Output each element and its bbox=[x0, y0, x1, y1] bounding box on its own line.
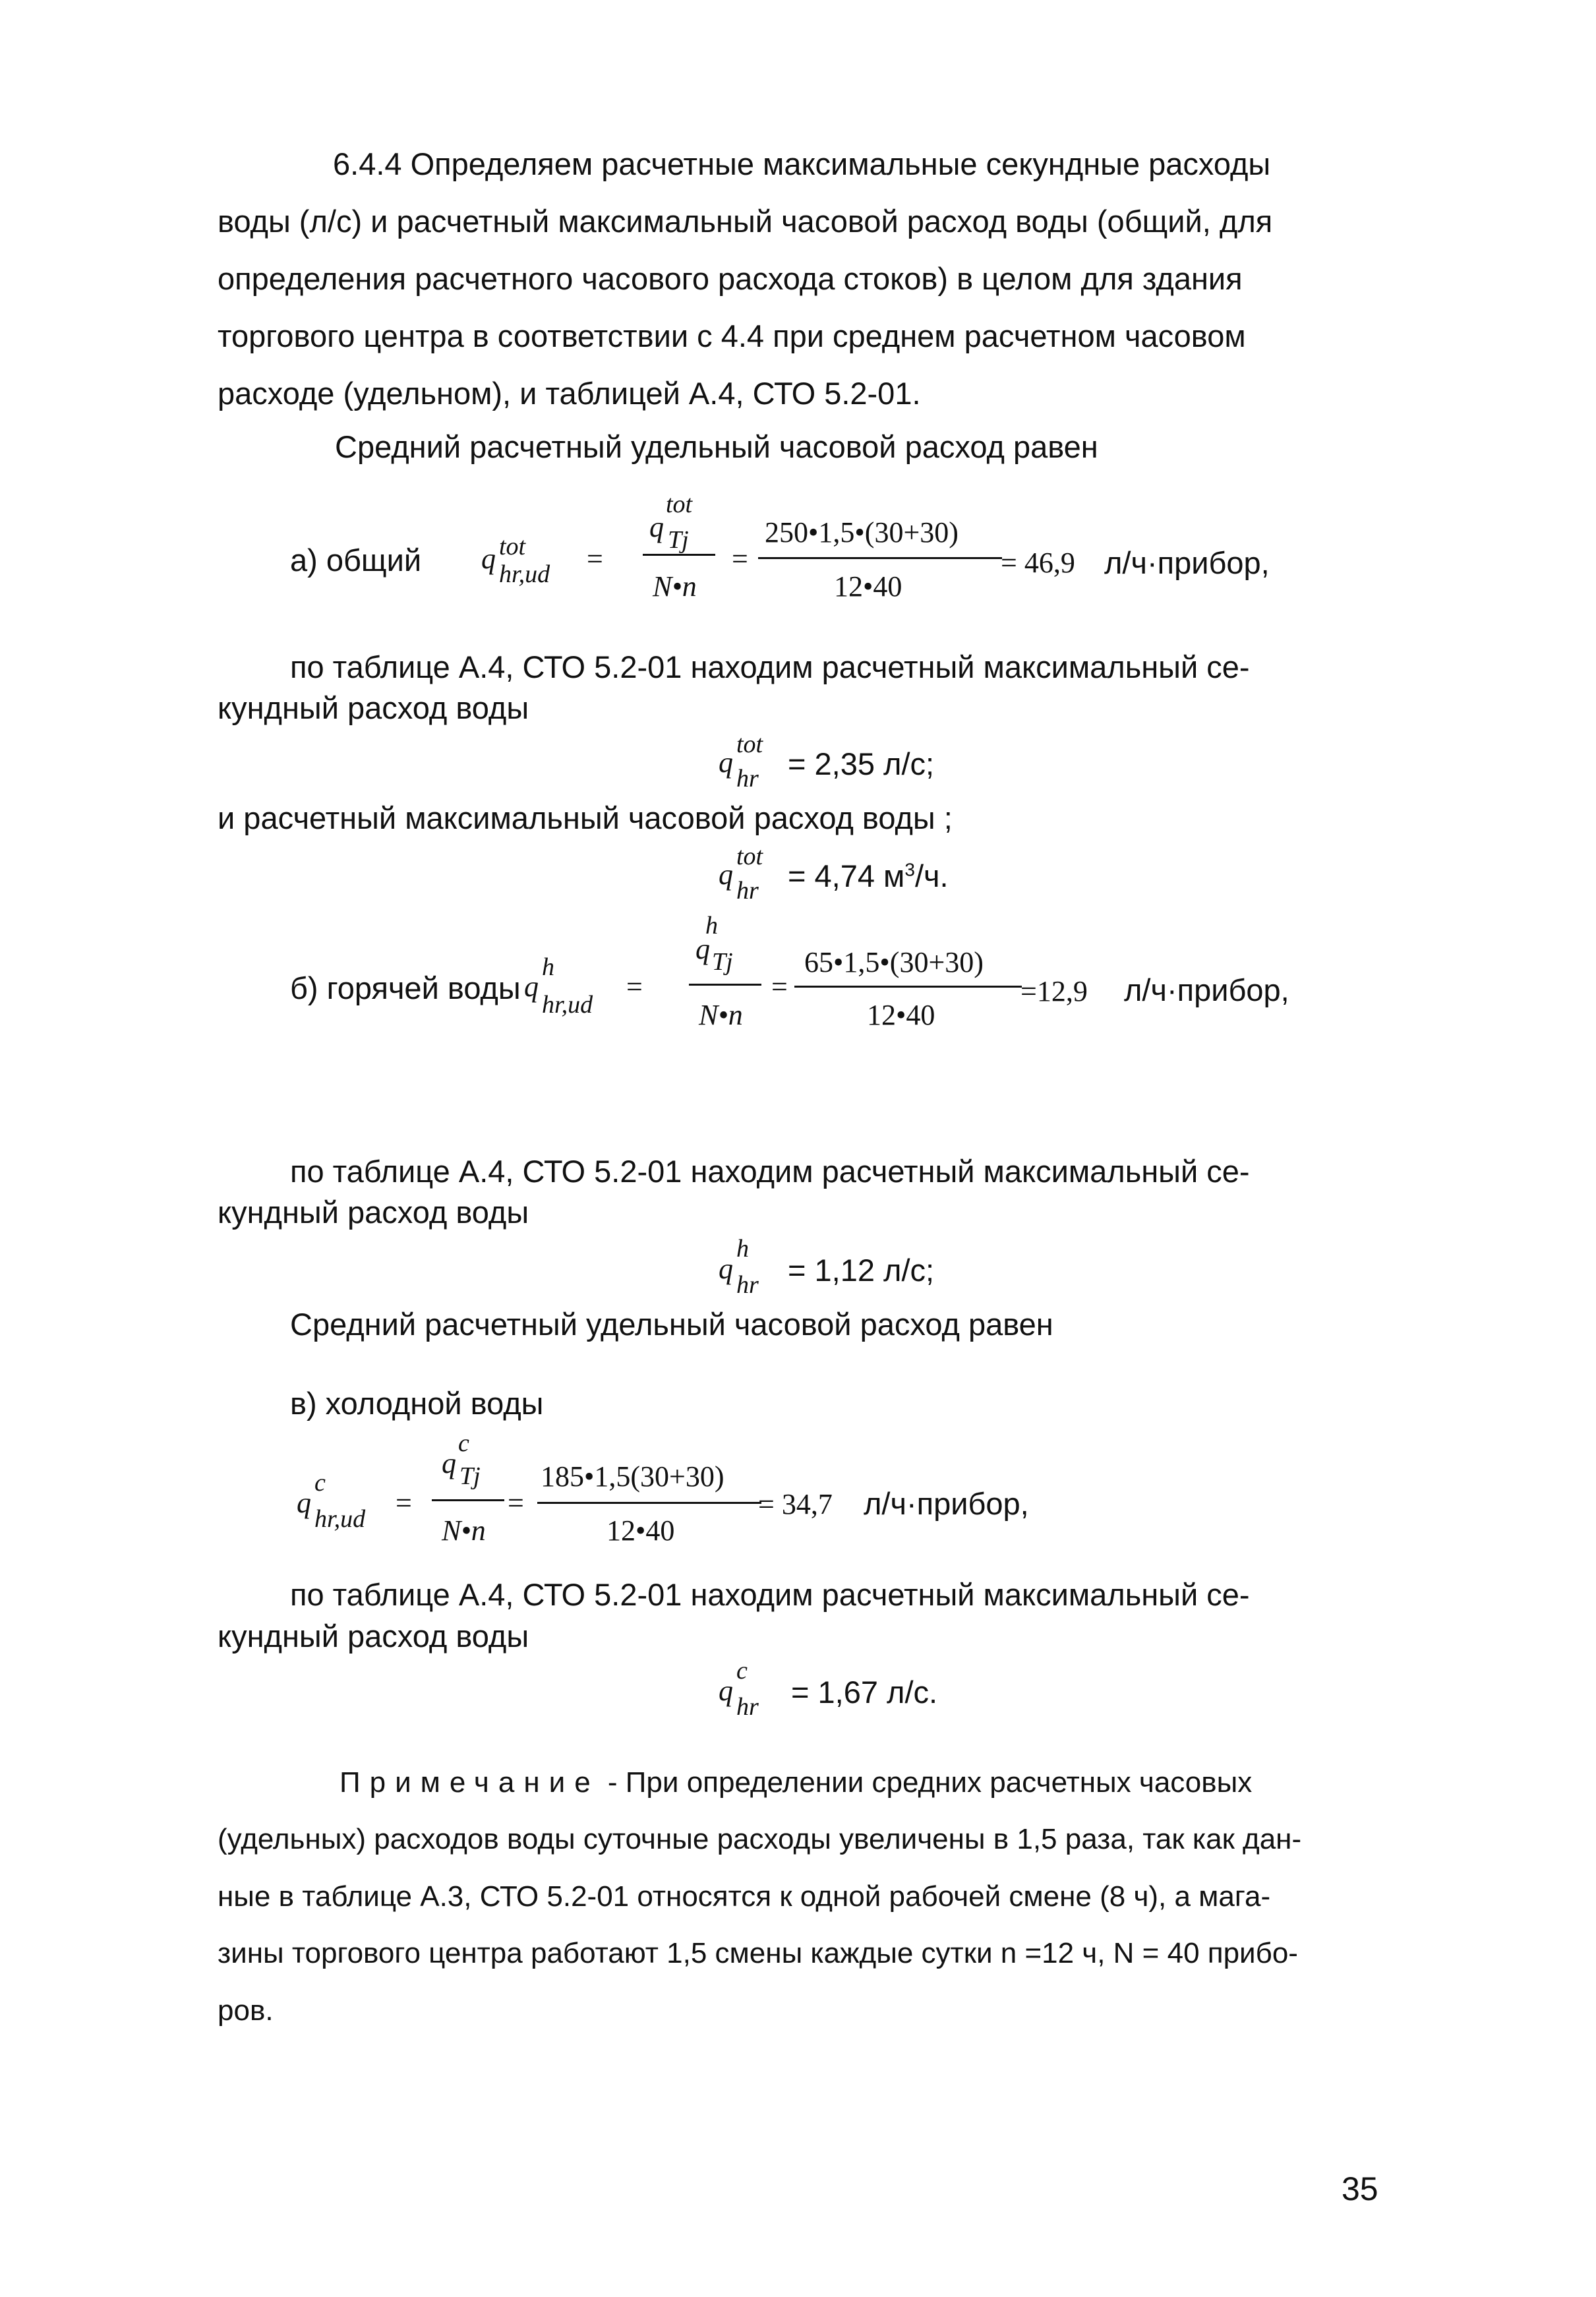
b-result: =12,9 bbox=[1020, 975, 1088, 1007]
c-eq2: = bbox=[508, 1487, 524, 1519]
c-table-line-1: по таблице А.4, СТО 5.2-01 находим расчетный максимальный се- bbox=[290, 1577, 1250, 1612]
c-frac1-bar bbox=[432, 1499, 504, 1501]
c-num-sub: Tj bbox=[459, 1462, 481, 1490]
note-line-1-text: - При определении средних расчетных часовых bbox=[599, 1766, 1253, 1799]
avg-heading-2: Средний расчетный удельный часовой расход равен bbox=[290, 1307, 1053, 1342]
a-frac-den: 12•40 bbox=[834, 570, 902, 603]
a-qhr-q: q bbox=[719, 746, 733, 779]
a-qhr2-sub: hr bbox=[736, 877, 759, 905]
a-unit: л/ч·прибор, bbox=[1104, 545, 1270, 580]
a-num-sub: Tj bbox=[668, 526, 689, 554]
b-frac1-bar bbox=[689, 984, 761, 986]
a-num-q: q bbox=[649, 511, 664, 543]
b-den: N•n bbox=[699, 999, 743, 1031]
intro-line-5: расходе (удельном), и таблицей А.4, СТО 5.2-01. bbox=[218, 376, 921, 411]
c-num-sup: c bbox=[458, 1429, 469, 1457]
a-frac-num: 250•1,5•(30+30) bbox=[765, 516, 959, 549]
a-num-sup: tot bbox=[666, 491, 693, 518]
b-eq: = bbox=[626, 970, 643, 1003]
a-sup: tot bbox=[499, 533, 526, 560]
page-number: 35 bbox=[1342, 2170, 1378, 2207]
a-qhr-val: = 2,35 л/с; bbox=[788, 746, 935, 781]
a-qhr2-val: = 4,74 $м^3/ч$. bbox=[788, 858, 949, 893]
intro-line-1: 6.4.4 Определяем расчетные максимальные секундные расходы bbox=[333, 146, 1271, 181]
intro-line-3: определения расчетного часового расхода стоков) в целом для здания bbox=[218, 261, 1243, 296]
b-qhr-sub: hr bbox=[736, 1271, 759, 1299]
a-eq: = bbox=[587, 543, 603, 575]
a-hourly-line: и расчетный максимальный часовой расход воды ; bbox=[218, 800, 953, 835]
a-qhr-sub: hr bbox=[736, 765, 759, 792]
a-frac2-bar bbox=[758, 557, 1002, 559]
note-line-3: ные в таблице А.3, СТО 5.2-01 относятся к одной рабочей смене (8 ч), а мага- bbox=[218, 1880, 1271, 1913]
a-eq2: = bbox=[732, 543, 748, 575]
b-qhr-sup: h bbox=[736, 1235, 749, 1263]
b-num-q: q bbox=[695, 933, 710, 965]
c-qhr-val: = 1,67 л/с. bbox=[791, 1675, 938, 1710]
note-label: Примечание bbox=[340, 1766, 600, 1799]
b-sub: hr,ud bbox=[542, 991, 593, 1019]
section-a-label: а) общий bbox=[290, 543, 422, 578]
c-num-q: q bbox=[442, 1447, 456, 1479]
note-line-5: ров. bbox=[218, 1994, 274, 2027]
b-eq2: = bbox=[771, 970, 788, 1003]
intro-line-4: торгового центра в соответствии с 4.4 при среднем расчетном часовом bbox=[218, 318, 1246, 353]
b-sup: h bbox=[542, 953, 554, 981]
c-table-line-2: кундный расход воды bbox=[218, 1619, 529, 1654]
note-line-1 bbox=[340, 1768, 1252, 1797]
c-result: = 34,7 bbox=[758, 1488, 833, 1520]
a-table-line-2: кундный расход воды bbox=[218, 690, 529, 725]
c-sub: hr,ud bbox=[314, 1505, 366, 1533]
a-qhr2-sup: tot bbox=[736, 843, 763, 870]
b-num-sup: h bbox=[705, 912, 718, 940]
c-den: N•n bbox=[442, 1514, 486, 1547]
c-frac-num: 185•1,5(30+30) bbox=[541, 1460, 724, 1493]
b-qhr-val: = 1,12 л/с; bbox=[788, 1253, 935, 1288]
c-qhr-q: q bbox=[719, 1675, 733, 1707]
a-q: q bbox=[481, 543, 496, 575]
b-table-line-1: по таблице А.4, СТО 5.2-01 находим расчетный максимальный се- bbox=[290, 1154, 1250, 1189]
b-qhr-q: q bbox=[719, 1253, 733, 1285]
b-frac2-bar bbox=[794, 986, 1022, 988]
a-result: = 46,9 bbox=[1001, 547, 1075, 579]
a-frac1-bar bbox=[643, 554, 715, 556]
a-qhr2-q: q bbox=[719, 858, 733, 891]
b-num-sub: Tj bbox=[712, 948, 733, 976]
b-table-line-2: кундный расход воды bbox=[218, 1195, 529, 1230]
note-line-2: (удельных) расходов воды суточные расходы увеличены в 1,5 раза, так как дан- bbox=[218, 1823, 1302, 1855]
c-sup: c bbox=[314, 1469, 326, 1497]
b-q: q bbox=[524, 970, 539, 1003]
section-c-label: в) холодной воды bbox=[290, 1386, 544, 1421]
a-sub: hr,ud bbox=[499, 560, 550, 588]
c-unit: л/ч·прибор, bbox=[864, 1486, 1029, 1521]
note-line-4: зины торгового центра работают 1,5 смены каждые сутки n =12 ч, N = 40 прибо- bbox=[218, 1937, 1298, 1969]
c-qhr-sup: c bbox=[736, 1657, 748, 1685]
c-qhr-sub: hr bbox=[736, 1693, 759, 1721]
b-frac-den: 12•40 bbox=[867, 999, 935, 1031]
a-table-line-1: по таблице А.4, СТО 5.2-01 находим расчетный максимальный се- bbox=[290, 649, 1250, 684]
c-frac-den: 12•40 bbox=[606, 1514, 675, 1547]
b-unit: л/ч·прибор, bbox=[1124, 972, 1289, 1007]
c-eq: = bbox=[396, 1487, 412, 1519]
a-den: N•n bbox=[653, 570, 697, 603]
c-frac2-bar bbox=[537, 1502, 761, 1504]
avg-heading-1: Средний расчетный удельный часовой расход равен bbox=[335, 429, 1098, 464]
intro-line-2: воды (л/с) и расчетный максимальный часовой расход воды (общий, для bbox=[218, 204, 1273, 239]
a-qhr-sup: tot bbox=[736, 731, 763, 758]
section-b-label: б) горячей воды bbox=[290, 970, 521, 1005]
b-frac-num: 65•1,5•(30+30) bbox=[804, 946, 984, 978]
c-q: q bbox=[297, 1487, 311, 1519]
